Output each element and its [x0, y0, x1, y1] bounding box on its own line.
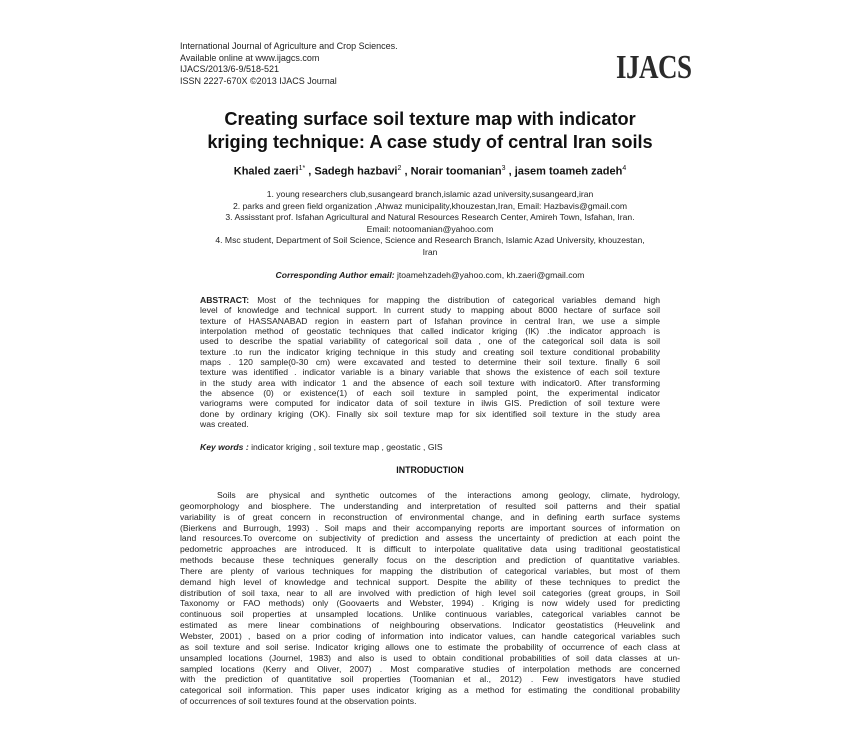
abstract-line: the absence (0) or existence(1) of each soil texture in sampled point, the experimental indicator: [200, 388, 660, 399]
author-name: Norair toomanian: [410, 165, 502, 178]
body-line: unsampled locations (Journel, 1983) and also is used to obtain conditional probabilities of soil data classes at un-: [180, 652, 680, 663]
body-line: There are plenty of various techniques for mapping the distribution of categorical variables, but most of them: [180, 565, 680, 576]
abstract-line: in the study area with indicator 1 and the absence of each soil texture with indicator0. After transforming: [200, 377, 660, 388]
corresponding-label: Corresponding Author email:: [275, 270, 395, 280]
abstract-line: ABSTRACT: Most of the techniques for mapping the distribution of categorical variables demand high: [200, 295, 660, 305]
affiliation-line: Email: notoomanian@yahoo.com: [366, 223, 494, 234]
author-separator: ,: [505, 165, 515, 178]
author-affil-marker: 4: [622, 165, 627, 172]
journal-ref: IJACS/2013/6-9/518-521: [180, 64, 280, 74]
corresponding-author: [150, 270, 710, 280]
affiliation-line: 4. Msc student, Department of Soil Science, Science and Research Branch, Islamic Azad University, khouzestan,: [215, 235, 645, 245]
body-line: Soils are physical and synthetic outcomes of the interactions among geology, climate, hydrology,: [217, 490, 680, 500]
abstract-line: level of knowledge and technical support. In current study to mapping about 8000 hectare of surface soil: [200, 305, 660, 316]
body-line: as soil texture and soil serise. Indicator kriging allows one to estimate the probability of occurrence of each class at: [180, 641, 680, 652]
body-line: (Bierkens and Burrough, 1993) . Soil maps and their accompanying reports are important sources of information on: [180, 522, 680, 533]
body-line: variability is of great concern in reconstruction of environmental change, and in defining earth surface systems: [180, 511, 680, 522]
keywords-value: indicator kriging , soil texture map , geostatic , GIS: [248, 442, 443, 452]
author-affil-marker: 2: [397, 165, 402, 172]
body-line: sampled locations (Kerry and Oliver, 2007) . Most comparative studies of interpolation methods are concerned: [180, 663, 680, 674]
affiliation-line: 2. parks and green field organization ,Ahwaz municipality,khouzestan,Iran, Email: Hazbavis@gmail.com: [232, 200, 628, 211]
body-line: land resources.To overcome on subjectivity of prediction and assess the uncertainty of prediction at each point the: [180, 533, 680, 544]
author-name: Sadegh hazbavi: [314, 165, 398, 178]
body-line: with the prediction of quantitative soil properties (Toomanian et al., 2012) . Few investigators have studied: [180, 674, 680, 685]
keywords: [200, 442, 443, 452]
author-name: Khaled zaeri: [233, 165, 299, 178]
affiliations: [150, 189, 710, 258]
author-list: [150, 165, 710, 178]
affiliation-line: Iran: [422, 246, 438, 257]
affiliation-line: 1. young researchers club,susangeard branch,islamic azad university,susangeard,iran: [266, 189, 594, 199]
author-separator: ,: [305, 165, 315, 178]
body-line: distribution of soil taxa, near to all are involved with prediction of high level soil categories (great groups, in Soil: [180, 587, 680, 598]
body-line: pedometric approaches are introduced. It is difficult to interpolate qualitative data using traditional geostatistical: [180, 544, 680, 555]
author-separator: ,: [401, 165, 411, 178]
journal-url: Available online at www.ijagcs.com: [180, 52, 320, 63]
abstract-line: texture .to run the indicator kriging technique in this study and creating soil texture conditional probability: [200, 346, 660, 357]
body-line: geomorphology and biosphere. The understanding and interpretation of resulted soil patterns and their spatial: [180, 500, 680, 511]
journal-info: [180, 41, 398, 87]
abstract: [200, 295, 660, 429]
introduction-body: [180, 490, 680, 707]
abstract-line: texture was identified . indicator variable is a binary variable that shows the existence of each soil texture: [200, 367, 660, 378]
author-affil-marker: 3: [501, 165, 506, 172]
body-line: Webster, 2001) , based on a prior coding of information into indicator values, can handle categorical variables such: [180, 630, 680, 641]
body-line: continuous soil properties at unsampled locations. Unlike continuous variables, categorical variables cannot be: [180, 609, 680, 620]
author-affil-marker: 1*: [298, 165, 306, 172]
body-line: categorical soil information. This paper uses indicator kriging as a method for estimating the conditional probability: [180, 685, 680, 696]
journal-logo: IJACS: [616, 48, 692, 86]
journal-issn: ISSN 2227-670X ©2013 IJACS Journal: [180, 75, 337, 86]
paper-title: [150, 108, 710, 154]
abstract-line: interpolation method of geostatic techniques that called indicator kriging (IK) .the indicator approach is: [200, 326, 660, 337]
abstract-line: used to describe the spatial variability of categorical soil data , one of the categorical soil data is soil: [200, 336, 660, 347]
corresponding-emails: jtoamehzadeh@yahoo.com, kh.zaeri@gmail.com: [394, 270, 585, 280]
journal-name: International Journal of Agriculture and Crop Sciences.: [180, 41, 398, 51]
abstract-line: texture of HASSANABAD region in eastern part of Isfahan province in central Iran, we use a simple: [200, 315, 660, 326]
body-line: Taxonomy or FAO methods) only (Goovaerts and Webster, 1994) . Kriging is now widely used for predicting: [180, 598, 680, 609]
body-line: estimated as mere linear combinations of neighbouring observations. Indicator geostatistics (Heuvelink and: [180, 620, 680, 631]
abstract-line: was created.: [200, 419, 249, 430]
abstract-line: maps . 120 sample(0-30 cm) were excavated and tested to determine their soil texture. finally 6 soil: [200, 357, 660, 368]
body-line: demand high level of knowledge and technical support. Despite the ability of these techniques to predict the: [180, 576, 680, 587]
affiliation-line: 3. Assisstant prof. Isfahan Agricultural and Natural Resources Research Center, Amireh Town, Isfahan, Iran.: [225, 212, 635, 222]
keywords-label: Key words :: [200, 442, 249, 452]
title-line: kriging technique: A case study of central Iran soils: [207, 132, 653, 152]
abstract-line: done by ordinary kriging (OK). Finally six soil texture map for six identified soil texture in the study area: [200, 408, 660, 419]
title-line: Creating surface soil texture map with indicator: [224, 109, 636, 129]
abstract-line: variograms were computed for indicator data of soil texture in ilwis GIS. Prediction of soil texture were: [200, 398, 660, 409]
author-name: jasem toameh zadeh: [514, 165, 623, 178]
body-line: methods because these techniques generally focus on the description and prediction of quantitative variables.: [180, 555, 680, 566]
section-heading-introduction: INTRODUCTION: [396, 465, 464, 475]
abstract-label: ABSTRACT:: [200, 295, 250, 305]
body-line: of occurrences of soil textures found at the observation points.: [180, 696, 417, 707]
